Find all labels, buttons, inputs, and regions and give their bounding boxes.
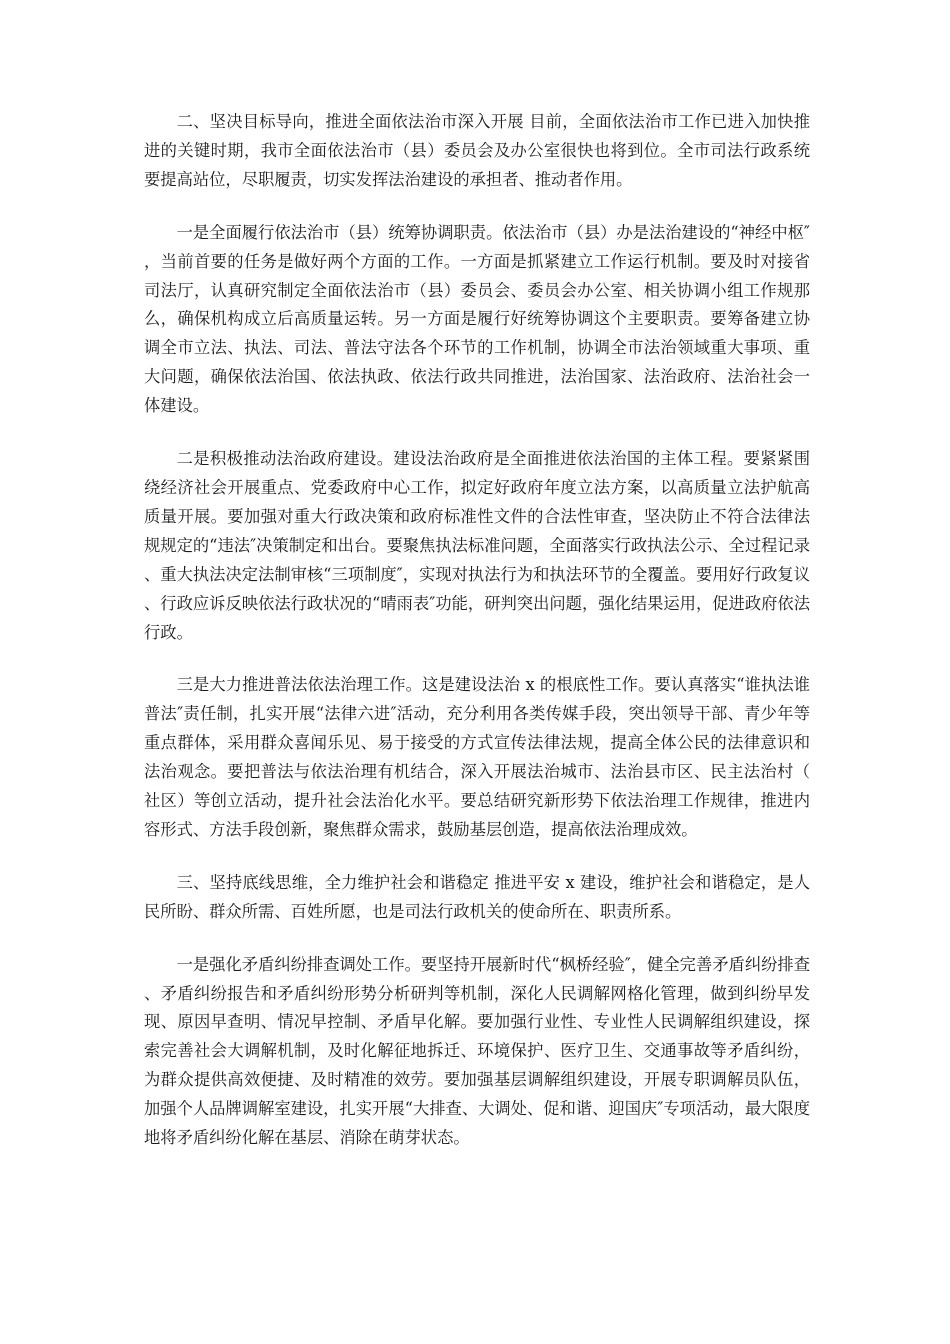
paragraph-dispute-mediation: 一是强化矛盾纠纷排查调处工作。要坚持开展新时代“枫桥经验″，健全完善矛盾纠纷排查、矛盾纠纷报告和矛盾纠纷形势分析研判等机制，深化人民调解网格化管理，做到纠纷早发现、原因早查明、情况早控制、矛盾早化解。要加强行业性、专业性人民调解组织建设，探索完善社会大调解机制，及时化解征地拆迁、环境保护、医疗卫生、交通事故等矛盾纠纷，为群众提供高效便捷、及时精准的效劳。要加强基层调解组织建设，开展专职调解员队伍，加强个人品牌调解室建设，扎实开展“大排查、大调处、促和谐、迎国庆″专项活动，最大限度地将矛盾纠纷化解在基层、消除在萌芽状态。 bbox=[144, 954, 810, 1148]
paragraph-coordination-duty: 一是全面履行依法治市（县）统筹协调职责。依法治市（县）办是法治建设的“神经中枢″，当前首要的任务是做好两个方面的工作。一方面是抓紧建立工作运行机制。要及时对接省司法厅，认真研究制定全面依法治市（县）委员会、委员会办公室、相关协调小组工作规那么，确保机构成立后高质量运转。另一方面是履行好统筹协调这个主要职责。要筹备建立协调全市立法、执法、司法、普法守法各个环节的工作机制，协调全市法治领域重大事项、重大问题，确保依法治国、依法执政、依法行政共同推进，法治国家、法治政府、法治社会一体建设。 bbox=[144, 222, 810, 416]
paragraph-legal-education: 三是大力推进普法依法治理工作。这是建设法治 x 的根底性工作。要认真落实“谁执法谁普法″责任制，扎实开展“法律六进″活动，充分利用各类传媒手段，突出领导干部、青少年等重点群体，采用群众喜闻乐见、易于接受的方式宣传法律法规，提高全体公民的法律意识和法治观念。要把普法与依法治理有机结合，深入开展法治城市、法治县市区、民主法治村（社区）等创立活动，提升社会法治化水平。要总结研究新形势下依法治理工作规律，推进内容形式、方法手段创新，聚焦群众需求，鼓励基层创造，提高依法治理成效。 bbox=[144, 675, 810, 839]
document-body bbox=[144, 108, 810, 1177]
paragraph-rule-of-law-government: 二是积极推动法治政府建设。建设法治政府是全面推进依法治国的主体工程。要紧紧围绕经济社会开展重点、党委政府中心工作，拟定好政府年度立法方案，以高质量立法护航高质量开展。要加强对重大行政决策和政府标准性文件的合法性审查，坚决防止不符合法律法规规定的“违法″决策制定和出台。要聚焦执法标准问题，全面落实行政执法公示、全过程记录、重大执法决定法制审核“三项制度″，实现对执法行为和执法环节的全覆盖。要用好行政复议、行政应诉反映依法行政状况的“晴雨表″功能，研判突出问题，强化结果运用，促进政府依法行政。 bbox=[144, 449, 810, 642]
paragraph-section-two-heading: 二、坚决目标导向，推进全面依法治市深入开展 目前，全面依法治市工作已进入加快推进的关键时期，我市全面依法治市（县）委员会及办公室很快也将到位。全市司法行政系统要提高站位，尽职履责，切实发挥法治建设的承担者、推动者作用。 bbox=[144, 112, 810, 189]
paragraph-section-three-heading: 三、坚持底线思维，全力维护社会和谐稳定 推进平安 x 建设，维护社会和谐稳定，是人民所盼、群众所需、百姓所愿，也是司法行政机关的使命所在、职责所系。 bbox=[144, 872, 810, 921]
